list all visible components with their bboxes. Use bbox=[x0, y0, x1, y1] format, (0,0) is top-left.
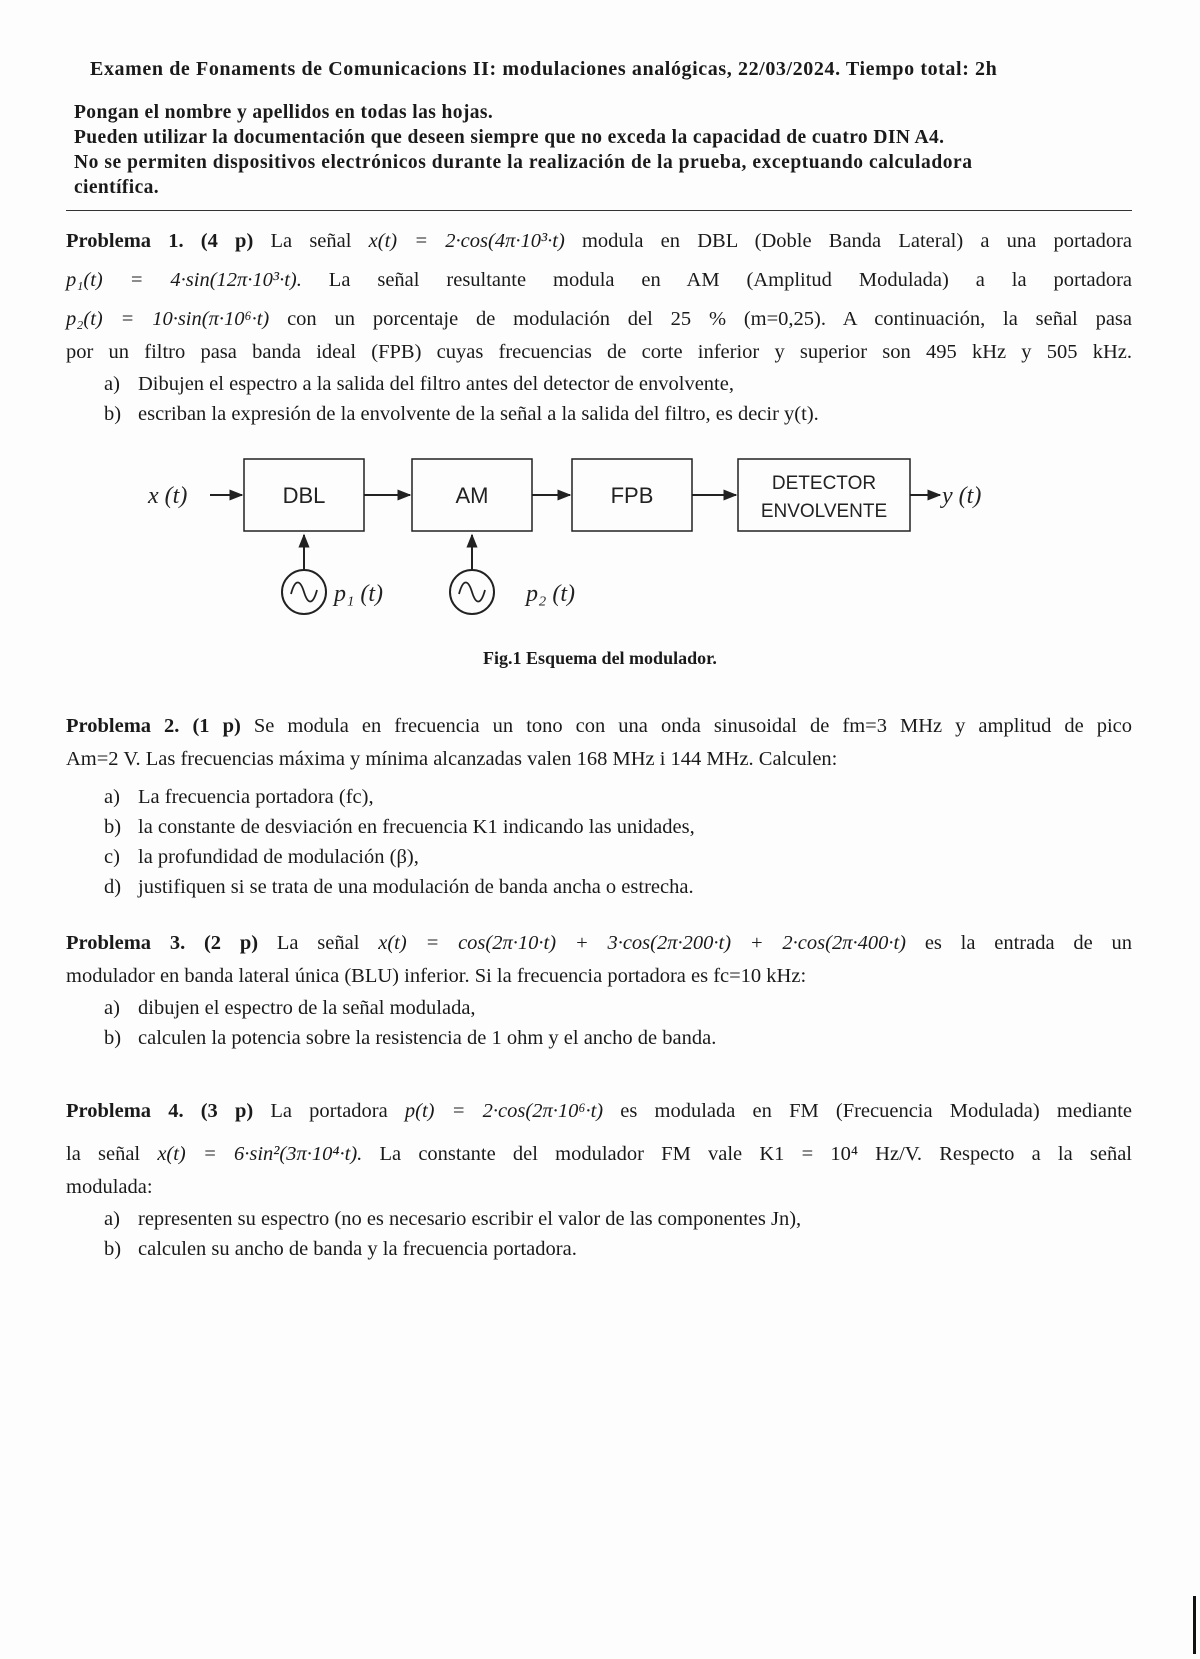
figure-caption: Fig.1 Esquema del modulador. bbox=[483, 648, 717, 668]
am-label: AM bbox=[455, 483, 489, 508]
modulator-diagram bbox=[130, 455, 1050, 670]
rule-line: No se permiten dispositivos electrónicos durante la realización de la prueba, exceptuando calculadora bbox=[74, 152, 973, 173]
p2-label: p₂ (t) bbox=[526, 581, 575, 607]
problem-1-line-3: p₂(t) = 10·sin(π·10⁶·t) con un porcentaje de modulación del 25 % (m=0,25). A continuación, la señal pasa bbox=[66, 308, 1132, 330]
list-item: a) dibujen el espectro de la señal modulada, bbox=[104, 997, 476, 1019]
list-item: a) representen su espectro (no es necesario escribir el valor de las componentes Jn), bbox=[104, 1208, 802, 1230]
formula-p: p(t) = 2·cos(2π·10⁶·t) bbox=[404, 1100, 604, 1122]
list-item: b) la constante de desviación en frecuencia K1 indicando las unidades, bbox=[104, 816, 695, 838]
output-label: y (t) bbox=[942, 483, 982, 509]
problem-1-line-2: p₁(t) = 4·sin(12π·10³·t). La señal resultante modula en AM (Amplitud Modulada) a la portadora bbox=[66, 269, 1133, 291]
rule-line: Pueden utilizar la documentación que deseen siempre que no exceda la capacidad de cuatro DIN A4. bbox=[74, 127, 945, 148]
problem-4-line-3: modulada: bbox=[66, 1176, 153, 1198]
list-item: d) justifiquen si se trata de una modulación de banda ancha o estrecha. bbox=[104, 876, 694, 898]
problem-2-line-1: Problema 2. (1 p) Se modula en frecuencia un tono con una onda sinusoidal de fm=3 MHz y amplitud de pico bbox=[66, 715, 1133, 737]
input-label: x (t) bbox=[148, 483, 188, 509]
problem-3-line-1: Problema 3. (2 p) La señal x(t) = cos(2π·10·t) + 3·cos(2π·200·t) + 2·cos(2π·400·t) es la entrada de un bbox=[66, 932, 1133, 954]
formula-x3: x(t) = cos(2π·10·t) + 3·cos(2π·200·t) + 2·cos(2π·400·t) bbox=[378, 932, 907, 954]
detector-label: DETECTOR bbox=[771, 473, 877, 494]
problem-3 bbox=[66, 927, 1132, 1053]
problem-4 bbox=[66, 1095, 1132, 1264]
problem-1 bbox=[66, 225, 1132, 429]
problem-4-line-1: Problema 4. (3 p) La portadora p(t) = 2·cos(2π·10⁶·t) es modulada en FM (Frecuencia Modulada) mediante bbox=[66, 1100, 1133, 1122]
problem-1-line-1: Problema 1. (4 p) La señal x(t) = 2·cos(4π·10³·t) modula en DBL (Doble Banda Lateral) a una portadora bbox=[66, 230, 1133, 252]
problem-2 bbox=[66, 710, 1132, 902]
exam-rules bbox=[74, 100, 1124, 200]
problem-2-line-2: Am=2 V. Las frecuencias máxima y mínima alcanzadas valen 168 MHz i 144 MHz. Calculen: bbox=[66, 748, 838, 770]
formula-x4: x(t) = 6·sin²(3π·10⁴·t). bbox=[157, 1143, 363, 1165]
header-divider bbox=[66, 210, 1132, 211]
rule-line: científica. bbox=[74, 177, 160, 198]
problem-1-line-4: por un filtro pasa banda ideal (FPB) cuyas frecuencias de corte inferior y superior son 495 kHz y 505 kHz. bbox=[66, 341, 1132, 363]
list-item: b) calculen su ancho de banda y la frecuencia portadora. bbox=[104, 1238, 577, 1260]
exam-header: Examen de Fonaments de Comunicacions II: modulaciones analógicas, 22/03/2024. Tiempo total: 2h bbox=[90, 58, 998, 80]
formula-x: x(t) = 2·cos(4π·10³·t) bbox=[368, 230, 565, 252]
rule-line: Pongan el nombre y apellidos en todas las hojas. bbox=[74, 102, 494, 123]
list-item: b) escriban la expresión de la envolvente de la señal a la salida del filtro, es decir y(t). bbox=[104, 403, 819, 425]
scrollbar[interactable] bbox=[1193, 1596, 1196, 1654]
envolvente-label: ENVOLVENTE bbox=[760, 501, 888, 522]
list-item: a) La frecuencia portadora (fc), bbox=[104, 786, 374, 808]
list-item: a) Dibujen el espectro a la salida del filtro antes del detector de envolvente, bbox=[104, 373, 734, 395]
problem-4-line-2: la señal x(t) = 6·sin²(3π·10⁴·t). La constante del modulador FM vale K1 = 10⁴ Hz/V. Respecto a la señal bbox=[66, 1143, 1132, 1165]
problem-3-line-2: modulador en banda lateral única (BLU) inferior. Si la frecuencia portadora es fc=10 kHz: bbox=[66, 965, 807, 987]
formula-p1: p₁(t) = 4·sin(12π·10³·t). bbox=[66, 269, 302, 291]
fpb-label: FPB bbox=[610, 483, 654, 508]
formula-p2: p₂(t) = 10·sin(π·10⁶·t) bbox=[66, 308, 270, 330]
list-item: b) calculen la potencia sobre la resistencia de 1 ohm y el ancho de banda. bbox=[104, 1027, 717, 1049]
p1-label: p₁ (t) bbox=[334, 581, 383, 607]
list-item: c) la profundidad de modulación (β), bbox=[104, 846, 419, 868]
dbl-label: DBL bbox=[282, 483, 326, 508]
